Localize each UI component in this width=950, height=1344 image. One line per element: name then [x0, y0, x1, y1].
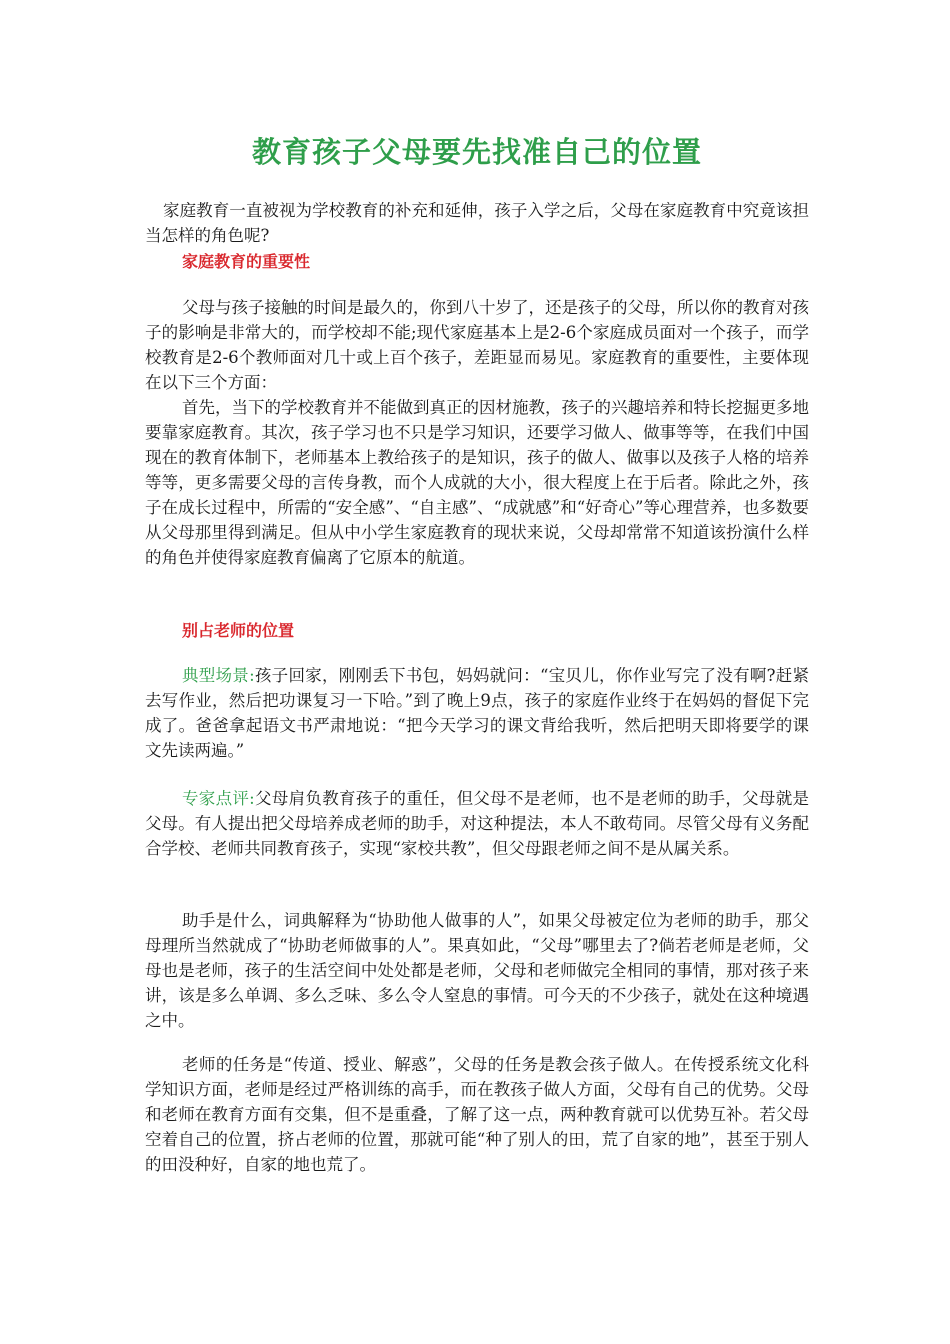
section-heading-importance: 家庭教育的重要性 — [182, 252, 311, 271]
typical-scene-text: 孩子回家，刚刚丢下书包，妈妈就问：“宝贝儿，你作业写完了没有啊?赶紧去写作业，然后把功课复习一下哈。”到了晚上9点，孩子的家庭作业终于在妈妈的督促下完成了。爸爸拿起语文书严肃地说：“把今天学习的课文背给我听，然后把明天即将要学的课文先读两遍。” — [145, 666, 809, 760]
paragraph-importance-1: 父母与孩子接触的时间是最久的，你到八十岁了，还是孩子的父母，所以你的教育对孩子的影响是非常大的，而学校却不能;现代家庭基本上是2-6个家庭成员面对一个孩子，而学校教育是2-6个教师面对几十或上百个孩子，差距显而易见。家庭教育的重要性，主要体现在以下三个方面： — [145, 298, 809, 392]
expert-comment-text: 父母肩负教育孩子的重任，但父母不是老师，也不是老师的助手，父母就是父母。有人提出把父母培养成老师的助手，对这种提法，本人不敢苟同。尽管父母有义务配合学校、老师共同教育孩子，实现“家校共教”，但父母跟老师之间不是从属关系。 — [145, 789, 810, 858]
document-title: 教育孩子父母要先找准自己的位置 — [251, 135, 702, 169]
intro-paragraph: 家庭教育一直被视为学校教育的补充和延伸，孩子入学之后，父母在家庭教育中究竟该担当怎样的角色呢? — [145, 201, 809, 245]
paragraph-expert-comment — [145, 786, 809, 861]
paragraph-teacher-task: 老师的任务是“传道、授业、解惑”，父母的任务是教会孩子做人。在传授系统文化科学知识方面，老师是经过严格训练的高手，而在教孩子做人方面，父母有自己的优势。父母和老师在教育方面有交集，但不是重叠，了解了这一点，两种教育就可以优势互补。若父母空着自己的位置，挤占老师的位置，那就可能“种了别人的田，荒了自家的地”，甚至于别人的田没种好，自家的地也荒了。 — [145, 1055, 809, 1174]
paragraph-typical-scene — [145, 663, 809, 763]
section-heading-teacher-position: 别占老师的位置 — [182, 621, 295, 640]
expert-comment-label: 专家点评: — [182, 789, 255, 808]
paragraph-importance-2: 首先，当下的学校教育并不能做到真正的因材施教，孩子的兴趣培养和特长挖掘更多地要靠家庭教育。其次，孩子学习也不只是学习知识，还要学习做人、做事等等，在我们中国现在的教育体制下，老师基本上教给孩子的是知识，孩子的做人、做事以及孩子人格的培养等等，更多需要父母的言传身教，而个人成就的大小，很大程度上在于后者。除此之外，孩子在成长过程中，所需的“安全感”、“自主感”、“成就感”和“好奇心”等心理营养，也多数要从父母那里得到满足。但从中小学生家庭教育的现状来说，父母却常常不知道该扮演什么样的角色并使得家庭教育偏离了它原本的航道。 — [145, 398, 809, 567]
typical-scene-label: 典型场景: — [182, 666, 255, 685]
paragraph-assistant: 助手是什么，词典解释为“协助他人做事的人”，如果父母被定位为老师的助手，那父母理所当然就成了“协助老师做事的人”。果真如此，“父母”哪里去了?倘若老师是老师，父母也是老师，孩子的生活空间中处处都是老师，父母和老师做完全相同的事情，那对孩子来讲，该是多么单调、多么乏味、多么令人窒息的事情。可今天的不少孩子，就处在这种境遇之中。 — [145, 911, 809, 1030]
